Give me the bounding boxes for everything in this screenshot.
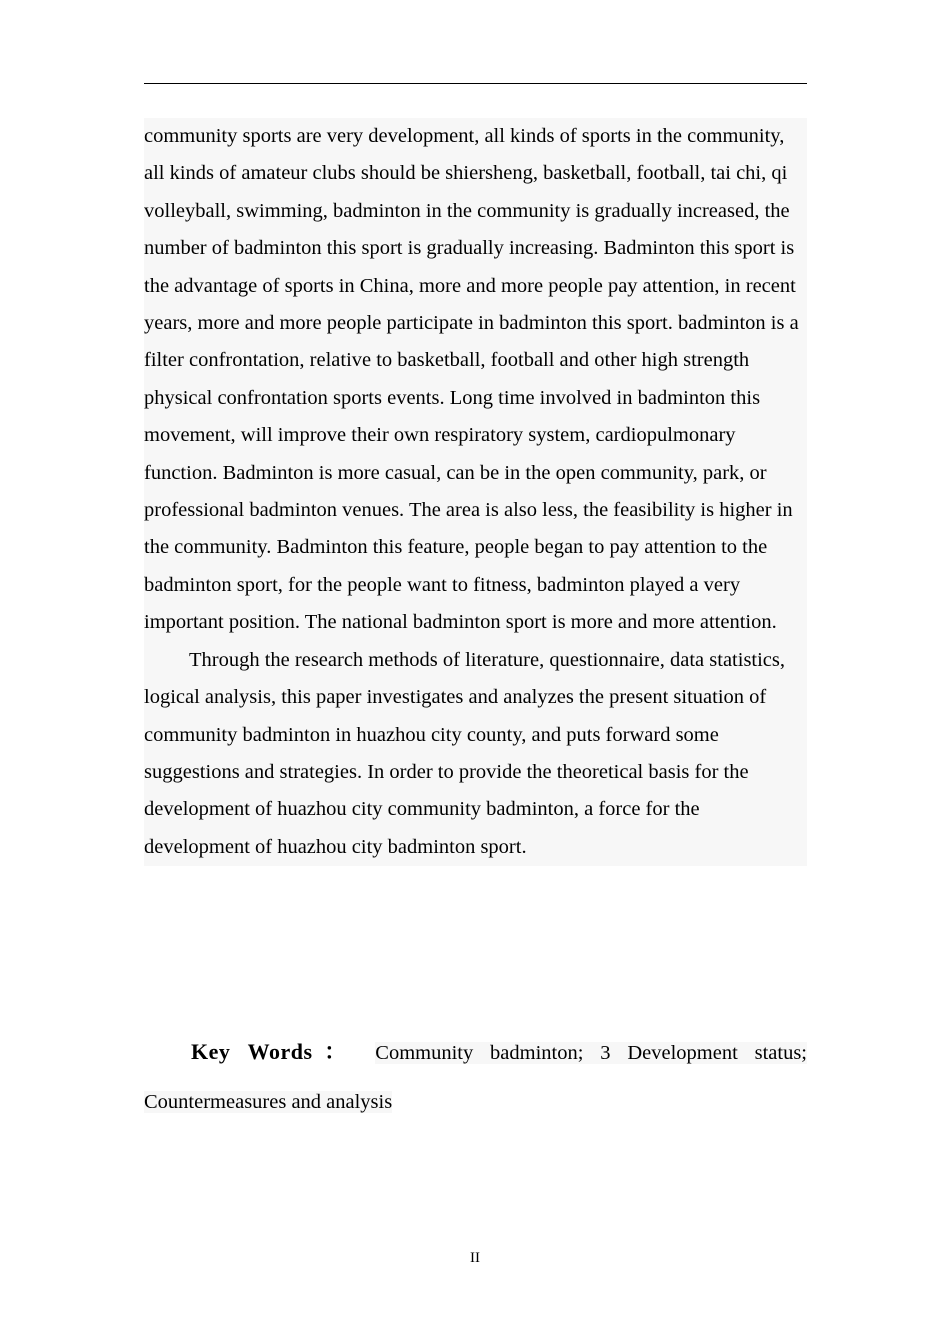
page-number: II [470, 1250, 480, 1266]
abstract-paragraph-1: community sports are very development, all kinds of sports in the community, all kinds of amateur clubs should be shiersheng, basketball, football, tai chi, qi volleyball, swimming, badminton in the community is gradually increased, the number of badminton this sport is gradually increasing. Badminton this sport is the advantage of sports in China, more and more people pay attention, in recent years, more and more people participate in badminton this sport. badminton is a filter confrontation, relative to basketball, football and other high strength physical confrontation sports events. Long time involved in badminton this movement, will improve their own respiratory system, cardiopulmonary function. Badminton is more casual, can be in the open community, park, or professional badminton venues. The area is also less, the feasibility is higher in the community. Badminton this feature, people began to pay attention to the badminton sport, for the people want to fitness, badminton played a very important position. The national badminton sport is more and more attention. [144, 118, 807, 642]
keywords-label: Key Words： [191, 1039, 359, 1064]
keywords-block [144, 1027, 807, 1127]
header-rule [144, 83, 807, 84]
keywords-text: Community badminton; 3 Development status; Countermeasures and analysis [144, 1042, 807, 1113]
abstract-paragraph-2: Through the research methods of literature, questionnaire, data statistics, logical analysis, this paper investigates and analyzes the present situation of community badminton in huazhou city county, and puts forward some suggestions and strategies. In order to provide the theoretical basis for the development of huazhou city community badminton, a force for the development of huazhou city badminton sport. [144, 642, 807, 866]
abstract-body [144, 118, 807, 866]
